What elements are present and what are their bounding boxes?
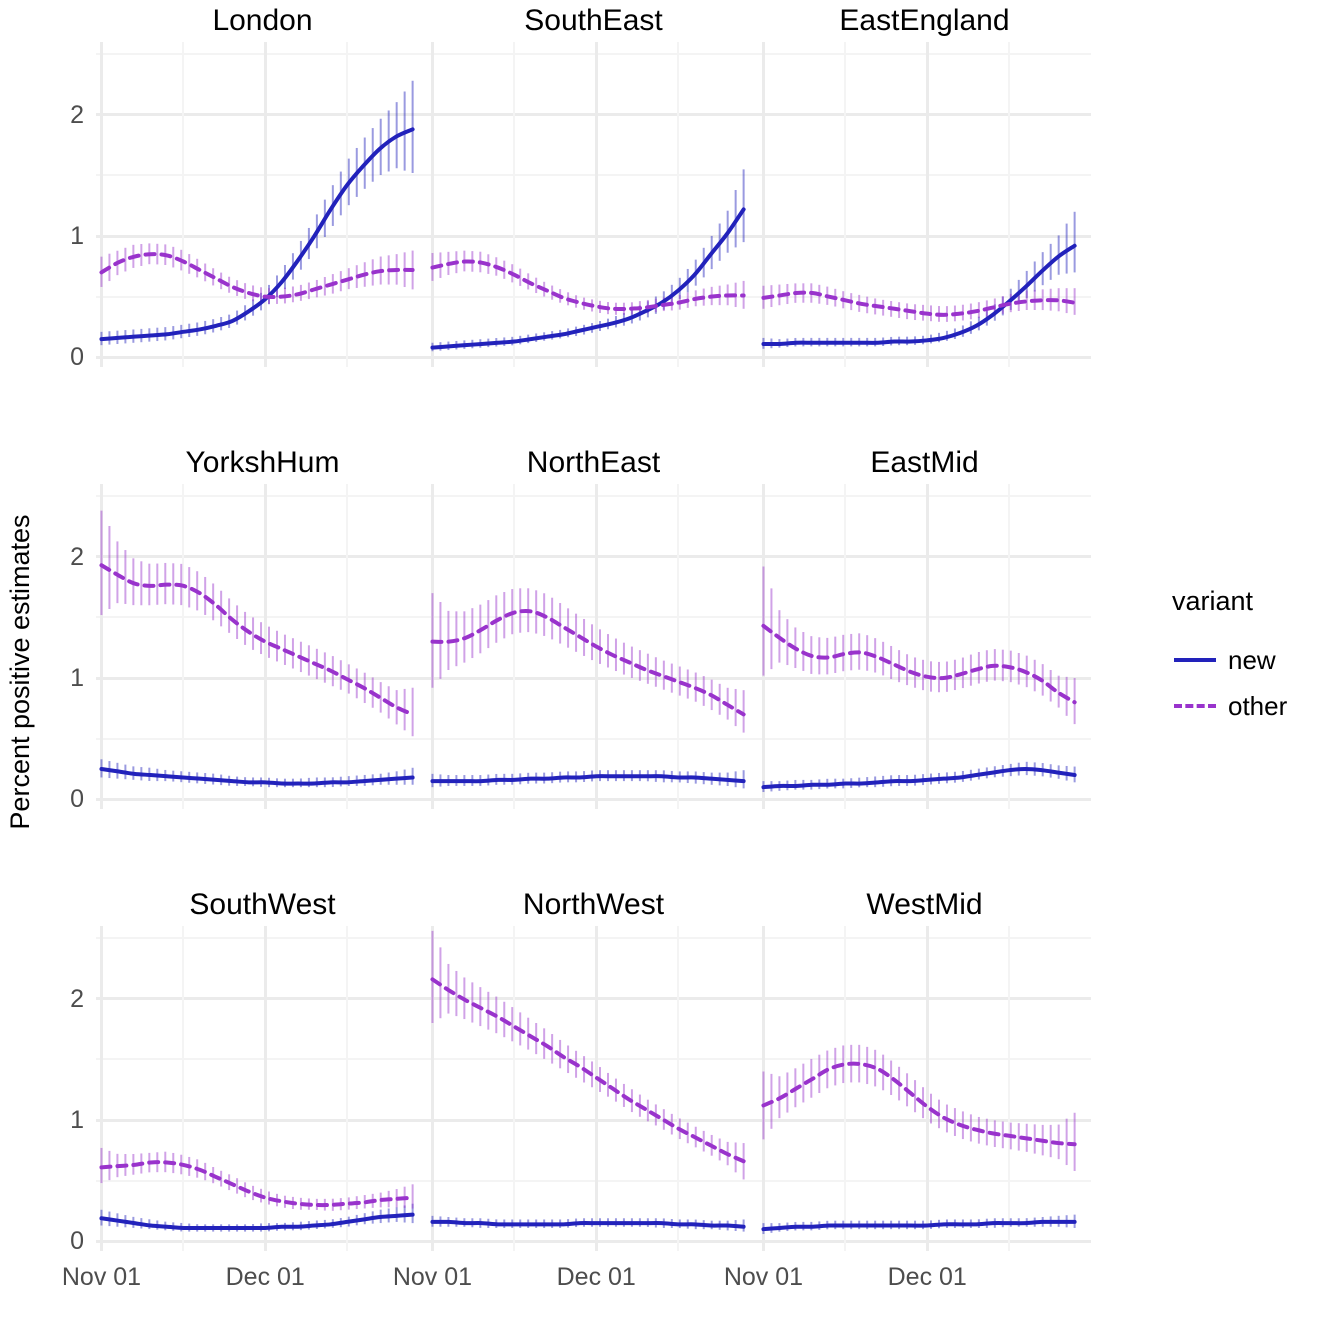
facet-plot <box>758 484 1091 809</box>
line-other <box>101 254 412 297</box>
facet-panel <box>427 42 760 367</box>
errorbars-new <box>763 762 1074 792</box>
line-other <box>101 1162 412 1205</box>
legend-label-other: other <box>1228 690 1288 721</box>
line-new <box>763 1222 1074 1229</box>
errorbars-other <box>432 588 743 732</box>
facet-title: EastMid <box>870 446 979 479</box>
facet-eastengland <box>758 0 1091 367</box>
facet-plot <box>96 42 429 367</box>
legend-line-new <box>1174 658 1216 662</box>
legend-key-other <box>1172 683 1218 729</box>
facet-westmid <box>758 884 1091 1251</box>
errorbars-other <box>101 511 412 737</box>
y-tick-label: 2 <box>70 100 84 129</box>
errorbars-new <box>432 169 743 351</box>
facet-panel <box>96 926 429 1251</box>
facet-title: SouthEast <box>524 4 663 37</box>
x-tick-label: Dec 01 <box>225 1263 305 1291</box>
facet-title: SouthWest <box>189 888 336 921</box>
y-axis-title: Percent positive estimates <box>5 514 35 830</box>
legend-label-new: new <box>1228 644 1276 675</box>
legend <box>1172 586 1342 729</box>
facet-title: WestMid <box>866 888 983 921</box>
facet-title: London <box>212 4 313 37</box>
line-other <box>763 626 1074 702</box>
y-tick-label: 0 <box>70 785 84 814</box>
errorbars-other <box>432 931 743 1180</box>
x-tick-label: Nov 01 <box>61 1263 142 1291</box>
line-new <box>432 209 743 347</box>
facet-panel <box>96 484 429 809</box>
y-tick-label: 0 <box>70 343 84 372</box>
facet-panel <box>758 484 1091 809</box>
x-tick-label: Nov 01 <box>392 1263 473 1291</box>
line-other <box>432 261 743 309</box>
facet-northwest <box>427 884 760 1251</box>
facet-title: NorthWest <box>522 888 665 921</box>
facet-plot <box>427 926 760 1251</box>
line-new <box>763 246 1074 344</box>
facet-southeast <box>427 0 760 367</box>
facet-panel <box>758 926 1091 1251</box>
line-new <box>101 1215 412 1228</box>
line-other <box>432 979 743 1161</box>
facet-southwest <box>96 884 429 1251</box>
facet-plot <box>758 926 1091 1251</box>
line-other <box>763 293 1074 315</box>
facet-plot <box>96 484 429 809</box>
facet-plot <box>96 926 429 1251</box>
facet-panel <box>758 42 1091 367</box>
errorbars-other <box>763 566 1074 724</box>
legend-key-new <box>1172 637 1218 683</box>
facet-title: EastEngland <box>839 4 1010 37</box>
legend-item-other <box>1172 683 1342 729</box>
errorbars-other <box>763 1045 1074 1171</box>
facet-eastmid <box>758 442 1091 809</box>
legend-item-new <box>1172 637 1342 683</box>
facet-london <box>96 0 429 367</box>
y-tick-label: 2 <box>70 984 84 1013</box>
legend-line-other <box>1174 704 1216 708</box>
line-new <box>432 1222 743 1227</box>
y-tick-label: 1 <box>70 664 84 693</box>
line-new <box>101 129 412 339</box>
facet-plot <box>427 484 760 809</box>
facet-grid <box>56 0 1146 1344</box>
facet-plot <box>427 42 760 367</box>
x-tick-label: Dec 01 <box>556 1263 636 1291</box>
y-tick-label: 1 <box>70 1106 84 1135</box>
facet-title: YorkshHum <box>185 446 340 479</box>
line-new <box>432 776 743 781</box>
errorbars-new <box>763 212 1074 349</box>
facet-northeast <box>427 442 760 809</box>
x-tick-label: Dec 01 <box>887 1263 967 1291</box>
y-tick-label: 1 <box>70 222 84 251</box>
line-new <box>763 769 1074 787</box>
facet-panel <box>427 926 760 1251</box>
facet-panel <box>427 484 760 809</box>
line-new <box>101 769 412 784</box>
line-other <box>432 611 743 714</box>
x-tick-label: Nov 01 <box>723 1263 804 1291</box>
line-other <box>101 565 412 714</box>
line-other <box>763 1064 1074 1145</box>
facet-title: NorthEast <box>526 446 661 479</box>
legend-title: variant <box>1172 586 1254 616</box>
errorbars-other <box>763 283 1074 322</box>
facet-plot <box>758 42 1091 367</box>
facet-panel <box>96 42 429 367</box>
facet-yorkshhum <box>96 442 429 809</box>
y-tick-label: 0 <box>70 1227 84 1256</box>
y-tick-label: 2 <box>70 542 84 571</box>
